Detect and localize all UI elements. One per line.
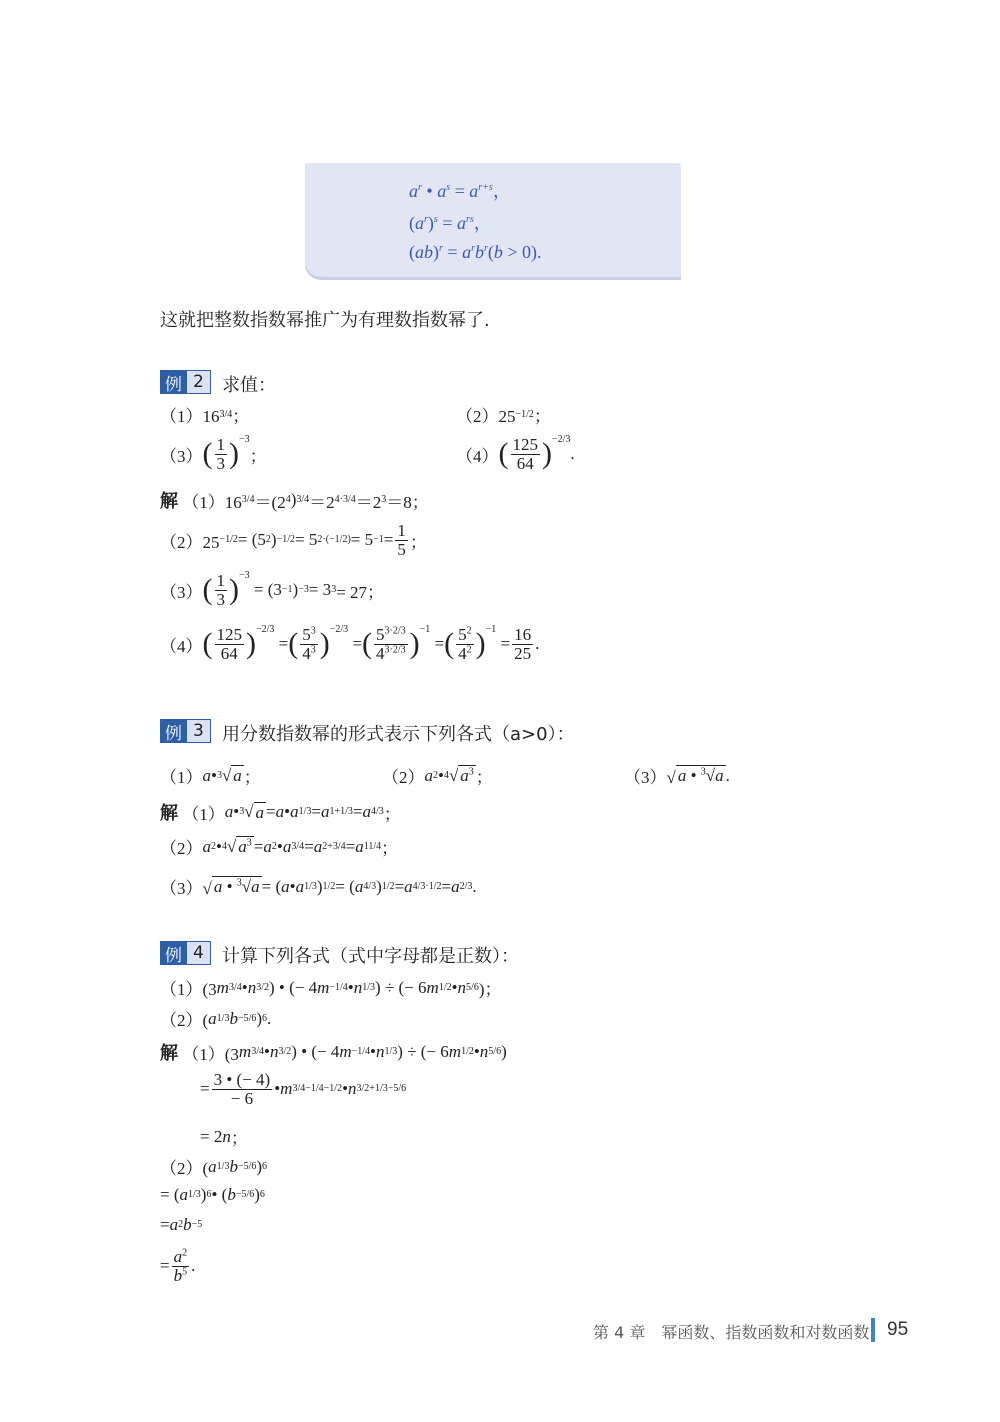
- example-4-title: 计算下列各式（式中字母都是正数）：: [222, 946, 519, 967]
- ex4-q1: （1）(3 m 3/4 • n 3/2 ) • (− 4 m −1/4 • n 1/3 ) ÷ (− 6 m 1/2 • n 5/6 )；: [160, 977, 502, 999]
- example-3-badge: [160, 719, 211, 743]
- ex2-q1: （1）16 3/4 ；: [160, 407, 250, 426]
- ex4-a2-line1: （2）( a 1/3 b −5/6 ) 6: [160, 1156, 268, 1178]
- ex4-a2-line4: = $\frac{a^2}{b^5}$ .: [160, 1247, 196, 1285]
- example-2-badge: [160, 370, 211, 394]
- example-number: 3: [187, 719, 211, 743]
- ex4-a2-line2: = ( a 1/3 ) 6 • ( b −5/6 ) 6: [160, 1185, 265, 1204]
- ex2-a2: （2）25 −1/2 = (5 2 ) −1/2 = 5 2·(−1/2) = 5 −1 = $\frac{1}{5}$ ；: [160, 521, 427, 559]
- ex3-q3: （3）√ a • $^3$√a .: [624, 765, 730, 787]
- formula-power-rule: $(a^r)^s = a^{rs}$，: [409, 213, 492, 233]
- example-number: 2: [187, 370, 211, 394]
- ex2-a1: 解 （1）16 3/4 ＝(2 4 ) 3/4 ＝2 4·3/4 ＝2 3 ＝8；: [160, 487, 429, 513]
- page-number: 95: [887, 1319, 909, 1340]
- ex4-a1-line1: 解 （1）(3 m 3/4 • n 3/2 ) • (− 4 m −1/4 • n 1/3 ) ÷ (− 6 m 1/2 • n 5/6 ): [160, 1039, 507, 1065]
- footer-divider-bar: [871, 1318, 875, 1342]
- example-4-badge: [160, 941, 211, 965]
- ex2-q2: （2）25 −1/2 ；: [456, 407, 551, 426]
- ex3-a1: 解 （1） a • 3 √ a = a • a 1/3 = a 1+1/3 = a 4/3 ；: [160, 799, 401, 825]
- ex4-a1-line2: = $\frac{3 • (- 4)}{- 6}$ • m 3/4−1/4−1/2 • n 3/2+1/3−5/6: [200, 1070, 407, 1108]
- ex3-q1: （1） a • 3 √ a ；: [160, 765, 261, 787]
- ex2-a4: （4） ( $\frac{125}{64}$ ) −2/3 = ( $\frac{5^3}{4^3}$ ) −2/3 = ( $\frac{5^{3\cdot 2/3}}{4^{3\cdot 2/3}}$ ) −1 = ( $\frac{5^2}{4^2}$ ) −1 = $\frac{16}{25}$ .: [160, 624, 540, 663]
- formula-product-power-rule: $(ab)^r = a^rb^r(b > 0)$.: [409, 242, 542, 262]
- solution-label: 解: [160, 1043, 178, 1064]
- example-number: 4: [187, 941, 211, 965]
- ex2-a3: （3） ( $\frac{1}{3}$ ) −3 = (3 −1 ) −3 = 3 3 = 27；: [160, 570, 385, 609]
- solution-label: 解: [160, 491, 178, 512]
- solution-label: 解: [160, 803, 178, 824]
- ex4-a1-line3: = 2 n ；: [200, 1126, 248, 1148]
- example-label: 例: [160, 941, 187, 965]
- ex4-q2: （2）( a 1/3 b −5/6 ) 6 .: [160, 1008, 272, 1030]
- ex2-q3: （3） ( $\frac{1}{3}$ ) −3 ；: [160, 434, 267, 473]
- ex2-q4: （4） ( $\frac{125}{64}$ ) −2/3 .: [456, 434, 575, 473]
- example-label: 例: [160, 370, 187, 394]
- ex3-a3: （3）√ a • $^3$√a = ( a • a 1/3 ) 1/2 = ( a 4/3 ) 1/2 = a 4/3·1/2 = a 2/3 .: [160, 876, 477, 898]
- example-3-title: 用分数指数幂的形式表示下列各式（a>0）：: [222, 724, 575, 745]
- example-2-title: 求值：: [222, 375, 276, 396]
- ex3-q2: （2） a 2 • 4 √ $a^3$ ；: [382, 765, 493, 787]
- ex4-a2-line3: = a 2 b −5: [160, 1215, 203, 1234]
- intro-text: 这就把整数指数幂推广为有理数指数幂了.: [160, 310, 490, 331]
- example-label: 例: [160, 719, 187, 743]
- formula-box: [305, 163, 681, 277]
- footer-chapter-title: 第 4 章 幂函数、指数函数和对数函数: [593, 1323, 870, 1342]
- ex3-a2: （2） a 2 • 4 √ $a^3$ = a 2 • a 3/4 = a 2+3/4 = a 11/4 ；: [160, 836, 399, 858]
- formula-product-rule: $a^r$ • $a^s = a^{r+s}$，: [409, 181, 511, 201]
